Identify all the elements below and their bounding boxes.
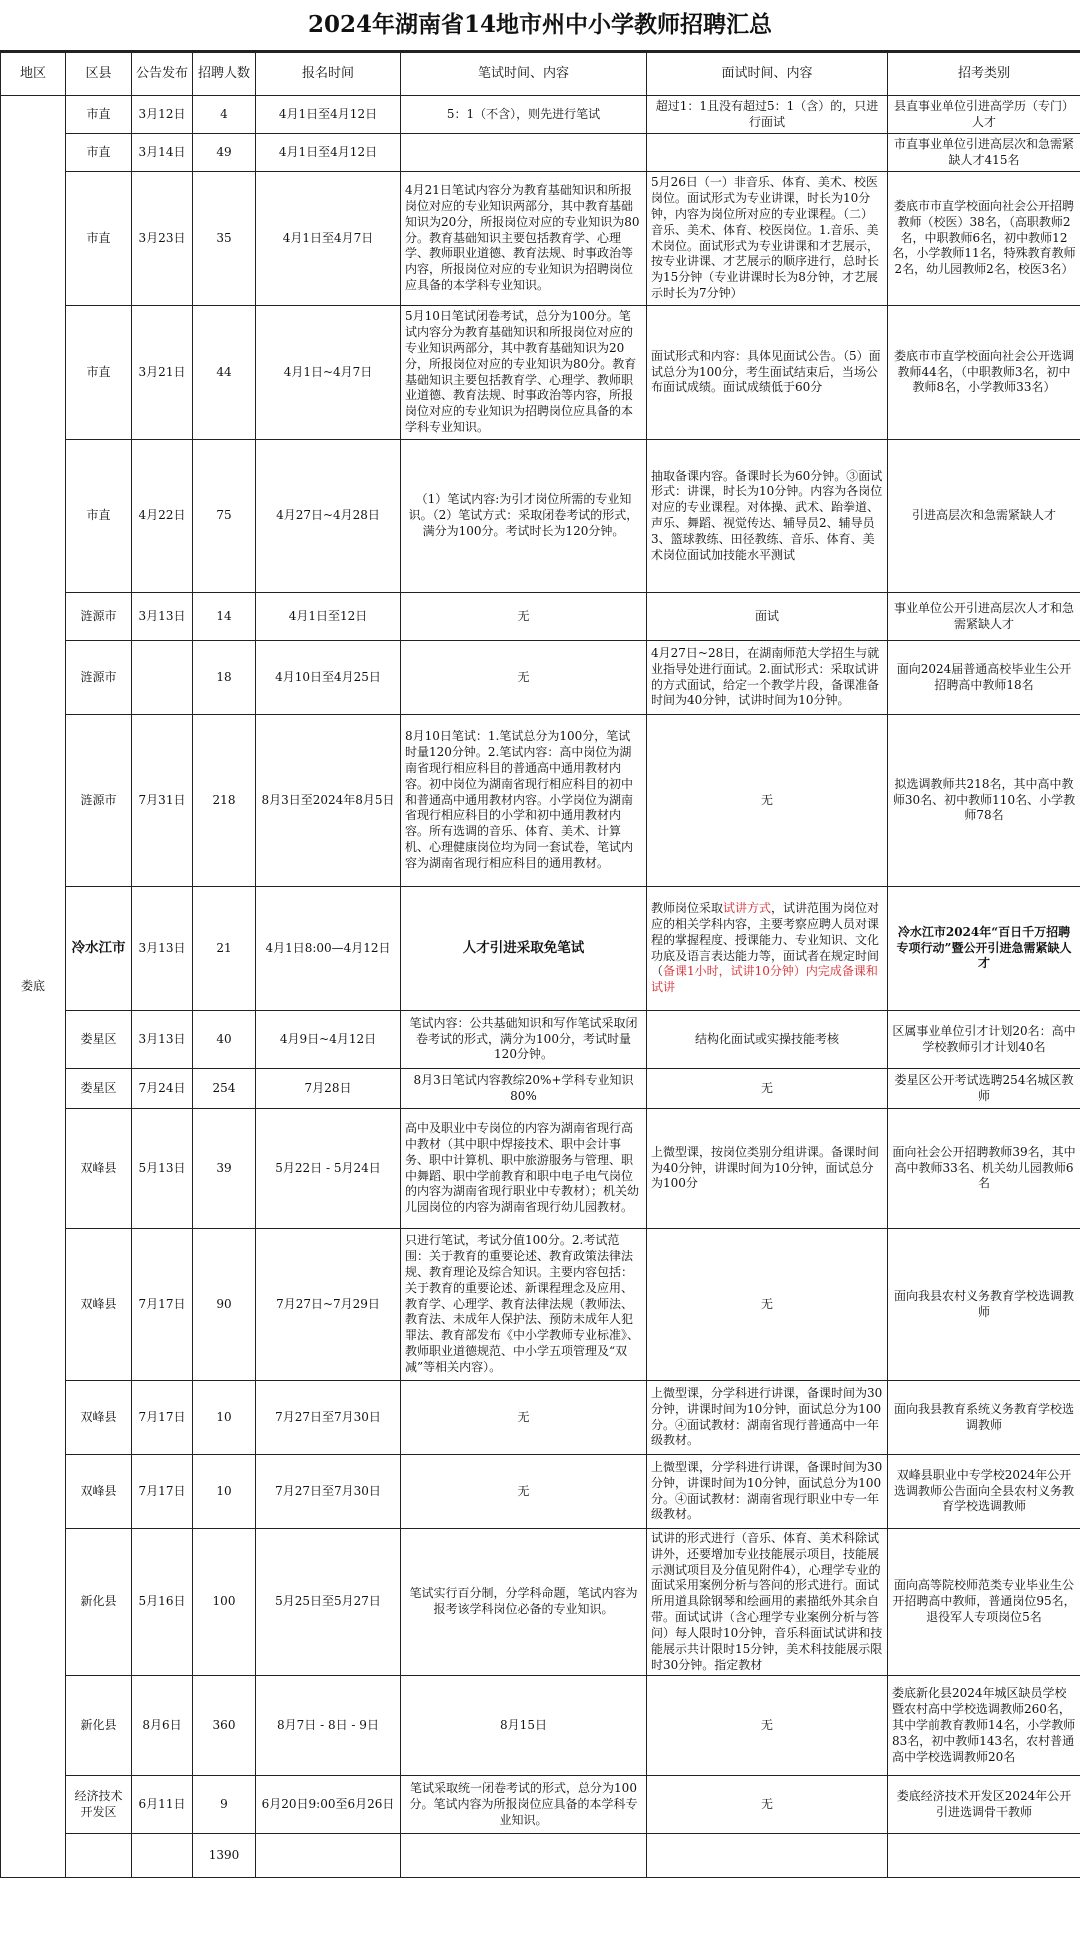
date-cell: 5月16日 bbox=[132, 1529, 193, 1676]
interview-highlight: 备课1小时，试讲10分钟）内完成备课和试讲 bbox=[651, 964, 878, 995]
signup-cell: 4月1日至4月12日 bbox=[256, 134, 401, 172]
category-cell: 冷水江市2024年“百日千万招聘专项行动”暨公开引进急需紧缺人才 bbox=[888, 887, 1080, 1011]
count-cell: 100 bbox=[193, 1529, 256, 1676]
county-cell: 市直 bbox=[66, 440, 132, 593]
date-cell: 8月6日 bbox=[132, 1676, 193, 1776]
category-cell: 引进高层次和急需紧缺人才 bbox=[888, 440, 1080, 593]
category-cell: 拟选调教师共218名，其中高中教师30名、初中教师110名、小学教师78名 bbox=[888, 715, 1080, 887]
interview-cell: 结构化面试或实操技能考核 bbox=[647, 1011, 888, 1069]
written-cell: 8月15日 bbox=[401, 1676, 647, 1776]
written-cell: 无 bbox=[401, 1455, 647, 1529]
county-cell: 冷水江市 bbox=[66, 887, 132, 1011]
interview-cell: 面试 bbox=[647, 593, 888, 641]
written-cell: 笔试实行百分制，分学科命题，笔试内容为报考该学科岗位必备的专业知识。 bbox=[401, 1529, 647, 1676]
interview-cell bbox=[647, 1834, 888, 1878]
written-cell: 笔试采取统一闭卷考试的形式，总分为100分。笔试内容为所报岗位应具备的本学科专业知识。 bbox=[401, 1776, 647, 1834]
signup-cell: 4月10日至4月25日 bbox=[256, 641, 401, 715]
table-row bbox=[1, 641, 1080, 715]
county-cell: 双峰县 bbox=[66, 1229, 132, 1381]
region-cell: 娄底 bbox=[1, 96, 66, 1878]
interview-cell: 4月27日~28日，在湖南师范大学招生与就业指导处进行面试。2.面试形式：采取试讲的方式面试，给定一个教学片段，备课准备时间为40分钟，试讲时间为10分钟。 bbox=[647, 641, 888, 715]
count-cell: 360 bbox=[193, 1676, 256, 1776]
table-header-row bbox=[1, 53, 1080, 96]
written-cell: （1）笔试内容:为引才岗位所需的专业知识。（2）笔试方式：采取闭卷考试的形式，满分为100分。考试时长为120分钟。 bbox=[401, 440, 647, 593]
signup-cell: 8月7日 - 8日 - 9日 bbox=[256, 1676, 401, 1776]
category-cell: 区属事业单位引才计划20名：高中学校教师引才计划40名 bbox=[888, 1011, 1080, 1069]
written-cell bbox=[401, 1834, 647, 1878]
header-category: 招考类别 bbox=[888, 53, 1080, 96]
written-cell: 人才引进采取免笔试 bbox=[401, 887, 647, 1011]
written-cell: 高中及职业中专岗位的内容为湖南省现行高中教材（其中职中焊接技术、职中会计事务、职中计算机、职中旅游服务与管理、职中舞蹈、职中学前教育和职中电子电气岗位的内容为湖南省现行职业中专教材）；机关幼儿园岗位的内容为湖南省现行幼儿园教材。 bbox=[401, 1109, 647, 1229]
total-row bbox=[1, 1834, 1080, 1878]
table-row bbox=[1, 593, 1080, 641]
interview-cell: 5月26日（一）非音乐、体育、美术、校医岗位。面试形式为专业讲课，时长为10分钟，内容为岗位所对应的专业课程。（二）音乐、美术、体育、校医岗位。1.音乐、美术岗位。面试形式为专业讲课和才艺展示，按专业讲课、才艺展示的顺序进行，总时长为15分钟（专业讲课时长为8分钟，才艺展示时长为7分钟） bbox=[647, 172, 888, 306]
interview-cell: 上微型课，按岗位类别分组讲课。备课时间为40分钟，讲课时间为10分钟，面试总分为100分 bbox=[647, 1109, 888, 1229]
county-cell: 娄星区 bbox=[66, 1011, 132, 1069]
signup-cell: 7月27日~7月29日 bbox=[256, 1229, 401, 1381]
county-cell: 涟源市 bbox=[66, 715, 132, 887]
county-cell: 娄星区 bbox=[66, 1069, 132, 1109]
written-cell bbox=[401, 134, 647, 172]
category-cell: 县直事业单位引进高学历（专门）人才 bbox=[888, 96, 1080, 134]
written-cell: 8月10日笔试：1.笔试总分为100分，笔试时量120分钟。2.笔试内容：高中岗位为湖南省现行相应科目的普通高中通用教材内容。初中岗位为湖南省现行相应科目的初中和普通高中通用教材内容。小学岗位为湖南省现行相应科目的小学和初中通用教材内容。所有选调的音乐、体育、美术、计算机、心理健康岗位均为同一套试卷，笔试内容为湖南省现行相应科目的通用教材。 bbox=[401, 715, 647, 887]
date-cell: 3月13日 bbox=[132, 593, 193, 641]
category-cell bbox=[888, 1834, 1080, 1878]
date-cell: 3月13日 bbox=[132, 887, 193, 1011]
signup-cell: 4月1日~4月7日 bbox=[256, 306, 401, 440]
category-cell: 市直事业单位引进高层次和急需紧缺人才415名 bbox=[888, 134, 1080, 172]
county-cell: 市直 bbox=[66, 172, 132, 306]
written-cell: 4月21日笔试内容分为教育基础知识和所报岗位对应的专业知识两部分，其中教育基础知识为20分，所报岗位对应的专业知识为80分。教育基础知识主要包括教育学、心理学、教师职业道德、教育法规、时事政治等内容，所报岗位对应的专业知识为招聘岗位应具备的本学科专业知识。 bbox=[401, 172, 647, 306]
count-cell: 218 bbox=[193, 715, 256, 887]
interview-cell: 上微型课，分学科进行讲课，备课时间为30分钟，讲课时间为10分钟，面试总分为100分。④面试教材：湖南省现行普通高中一年级教材。 bbox=[647, 1381, 888, 1455]
count-cell: 4 bbox=[193, 96, 256, 134]
category-cell: 娄底新化县2024年城区缺员学校暨农村高中学校选调教师260名，其中学前教育教师14名，小学教师83名，初中教师143名，农村普通高中学校选调教师20名 bbox=[888, 1676, 1080, 1776]
date-cell: 3月14日 bbox=[132, 134, 193, 172]
table-row bbox=[1, 1381, 1080, 1455]
interview-cell: 无 bbox=[647, 715, 888, 887]
signup-cell bbox=[256, 1834, 401, 1878]
interview-cell: 试讲的形式进行（音乐、体育、美术科除试讲外，还要增加专业技能展示项目，技能展示测试项目及分值见附件4），心理学专业的面试采用案例分析与答问的形式进行。面试所用道具除钢琴和绘画用的素描纸外其余自带。面试试讲（含心理学专业案例分析与答问）每人限时10分钟，音乐科面试试讲和技能展示共计限时15分钟，美术科技能展示限时30分钟。指定教材 bbox=[647, 1529, 888, 1676]
signup-cell: 5月22日 - 5月24日 bbox=[256, 1109, 401, 1229]
county-cell: 市直 bbox=[66, 96, 132, 134]
table-row bbox=[1, 1109, 1080, 1229]
date-cell: 7月17日 bbox=[132, 1381, 193, 1455]
county-cell: 新化县 bbox=[66, 1676, 132, 1776]
count-cell: 10 bbox=[193, 1381, 256, 1455]
county-cell: 市直 bbox=[66, 306, 132, 440]
count-cell: 9 bbox=[193, 1776, 256, 1834]
table-row bbox=[1, 1529, 1080, 1676]
count-cell: 49 bbox=[193, 134, 256, 172]
header-interview: 面试时间、内容 bbox=[647, 53, 888, 96]
written-cell: 无 bbox=[401, 1381, 647, 1455]
header-written-exam: 笔试时间、内容 bbox=[401, 53, 647, 96]
category-cell: 娄星区公开考试选聘254名城区教师 bbox=[888, 1069, 1080, 1109]
category-cell: 面向社会公开招聘教师39名，其中高中教师33名、机关幼儿园教师6名 bbox=[888, 1109, 1080, 1229]
category-cell: 面向我县农村义务教育学校选调教师 bbox=[888, 1229, 1080, 1381]
count-cell: 254 bbox=[193, 1069, 256, 1109]
count-cell: 44 bbox=[193, 306, 256, 440]
county-cell: 经济技术开发区 bbox=[66, 1776, 132, 1834]
interview-cell: 面试形式和内容：具体见面试公告。（5）面试总分为100分，考生面试结束后，当场公布面试成绩。面试成绩低于60分 bbox=[647, 306, 888, 440]
date-cell: 7月17日 bbox=[132, 1229, 193, 1381]
county-cell: 市直 bbox=[66, 134, 132, 172]
header-county: 区县 bbox=[66, 53, 132, 96]
written-cell: 无 bbox=[401, 641, 647, 715]
category-cell: 事业单位公开引进高层次人才和急需紧缺人才 bbox=[888, 593, 1080, 641]
interview-cell: 无 bbox=[647, 1229, 888, 1381]
interview-cell: 无 bbox=[647, 1676, 888, 1776]
written-cell: 无 bbox=[401, 593, 647, 641]
table-row bbox=[1, 134, 1080, 172]
signup-cell: 6月20日9:00至6月26日 bbox=[256, 1776, 401, 1834]
date-cell: 4月22日 bbox=[132, 440, 193, 593]
date-cell: 3月23日 bbox=[132, 172, 193, 306]
count-cell: 40 bbox=[193, 1011, 256, 1069]
date-cell bbox=[132, 641, 193, 715]
interview-text: 教师岗位采取 bbox=[651, 901, 724, 916]
interview-cell: 无 bbox=[647, 1776, 888, 1834]
category-cell: 娄底市市直学校面向社会公开选调教师44名，（中职教师3名，初中教师8名，小学教师33名） bbox=[888, 306, 1080, 440]
signup-cell: 7月27日至7月30日 bbox=[256, 1455, 401, 1529]
date-cell: 7月24日 bbox=[132, 1069, 193, 1109]
count-cell: 21 bbox=[193, 887, 256, 1011]
signup-cell: 5月25日至5月27日 bbox=[256, 1529, 401, 1676]
table-row bbox=[1, 306, 1080, 440]
county-cell: 涟源市 bbox=[66, 593, 132, 641]
table-row bbox=[1, 887, 1080, 1011]
county-cell: 涟源市 bbox=[66, 641, 132, 715]
signup-cell: 8月3日至2024年8月5日 bbox=[256, 715, 401, 887]
table-row bbox=[1, 440, 1080, 593]
interview-text: ，试讲范围为岗位对应的相关学科内容，主要考察应聘人员对课程的掌握程度、授课能力、专业知识、文化功底及语言表达能力等，面试者在规定时间（ bbox=[651, 901, 880, 979]
county-cell: 双峰县 bbox=[66, 1109, 132, 1229]
date-cell: 3月21日 bbox=[132, 306, 193, 440]
date-cell: 6月11日 bbox=[132, 1776, 193, 1834]
date-cell: 7月17日 bbox=[132, 1455, 193, 1529]
page-title: 2024年湖南省14地市州中小学教师招聘汇总 bbox=[0, 0, 1080, 52]
interview-highlight: 试讲方式 bbox=[723, 901, 772, 916]
table-row bbox=[1, 1069, 1080, 1109]
category-cell: 面向高等院校师范类专业毕业生公开招聘高中教师，普通岗位95名，退役军人专项岗位5名 bbox=[888, 1529, 1080, 1676]
count-cell: 75 bbox=[193, 440, 256, 593]
table-row bbox=[1, 1011, 1080, 1069]
signup-cell: 4月9日~4月12日 bbox=[256, 1011, 401, 1069]
signup-cell: 7月28日 bbox=[256, 1069, 401, 1109]
table-row bbox=[1, 96, 1080, 134]
header-signup-time: 报名时间 bbox=[256, 53, 401, 96]
signup-cell: 4月1日至4月12日 bbox=[256, 96, 401, 134]
table-row bbox=[1, 1776, 1080, 1834]
table-row bbox=[1, 1455, 1080, 1529]
header-count: 招聘人数 bbox=[193, 53, 256, 96]
county-cell: 双峰县 bbox=[66, 1381, 132, 1455]
signup-cell: 4月27日~4月28日 bbox=[256, 440, 401, 593]
count-cell: 14 bbox=[193, 593, 256, 641]
written-cell: 8月3日笔试内容教综20%+学科专业知识80% bbox=[401, 1069, 647, 1109]
date-cell: 5月13日 bbox=[132, 1109, 193, 1229]
interview-cell bbox=[647, 134, 888, 172]
written-cell: 5月10日笔试闭卷考试，总分为100分。笔试内容分为教育基础知识和所报岗位对应的专业知识两部分，其中教育基础知识为20分，所报岗位对应的专业知识为80分。教育基础知识主要包括教育学、心理学、教师职业道德、教育法规、时事政治等内容，所报岗位对应的专业知识为招聘岗位应具备的本学科专业知识。 bbox=[401, 306, 647, 440]
county-cell bbox=[66, 1834, 132, 1878]
date-cell: 7月31日 bbox=[132, 715, 193, 887]
count-cell: 18 bbox=[193, 641, 256, 715]
table-row bbox=[1, 172, 1080, 306]
signup-cell: 4月1日至4月7日 bbox=[256, 172, 401, 306]
table-row bbox=[1, 1229, 1080, 1381]
interview-cell bbox=[647, 887, 888, 1011]
date-cell: 3月12日 bbox=[132, 96, 193, 134]
recruitment-table bbox=[0, 52, 1080, 1878]
county-cell: 新化县 bbox=[66, 1529, 132, 1676]
interview-cell: 抽取备课内容。备课时长为60分钟。③面试形式：讲课，时长为10分钟。内容为各岗位对应的专业课程。对体操、武术、跆拳道、声乐、舞蹈、视觉传达、辅导员2、辅导员3、篮球教练、田径教练、音乐、体育、美术岗位面试加技能水平测试 bbox=[647, 440, 888, 593]
header-announce-date: 公告发布 bbox=[132, 53, 193, 96]
written-cell: 只进行笔试，考试分值100分。2.考试范围：关于教育的重要论述、教育政策法律法规、教育理论及综合知识。主要内容包括：关于教育的重要论述、新课程理念及应用、教育学、心理学、教育法律法规（教师法、教育法、未成年人保护法、预防未成年人犯罪法、教育部发布《中小学教师专业标准》、教师职业道德规范、中小学五项管理及“双减”等相关内容）。 bbox=[401, 1229, 647, 1381]
count-cell: 35 bbox=[193, 172, 256, 306]
category-cell: 面向2024届普通高校毕业生公开招聘高中教师18名 bbox=[888, 641, 1080, 715]
signup-cell: 4月1日8:00—4月12日 bbox=[256, 887, 401, 1011]
signup-cell: 7月27日至7月30日 bbox=[256, 1381, 401, 1455]
date-cell: 3月13日 bbox=[132, 1011, 193, 1069]
written-cell: 笔试内容：公共基础知识和写作笔试采取闭卷考试的形式，满分为100分，考试时量120分钟。 bbox=[401, 1011, 647, 1069]
county-cell: 双峰县 bbox=[66, 1455, 132, 1529]
category-cell: 娄底经济技术开发区2024年公开引进选调骨干教师 bbox=[888, 1776, 1080, 1834]
interview-cell: 上微型课，分学科进行讲课，备课时间为30分钟，讲课时间为10分钟，面试总分为100分。④面试教材：湖南省现行职业中专一年级教材。 bbox=[647, 1455, 888, 1529]
total-count-cell: 1390 bbox=[193, 1834, 256, 1878]
table-row bbox=[1, 715, 1080, 887]
interview-cell: 超过1：1且没有超过5：1（含）的，只进行面试 bbox=[647, 96, 888, 134]
table-row bbox=[1, 1676, 1080, 1776]
written-cell: 5：1（不含），则先进行笔试 bbox=[401, 96, 647, 134]
category-cell: 双峰县职业中专学校2024年公开选调教师公告面向全县农村义务教育学校选调教师 bbox=[888, 1455, 1080, 1529]
date-cell bbox=[132, 1834, 193, 1878]
count-cell: 39 bbox=[193, 1109, 256, 1229]
count-cell: 90 bbox=[193, 1229, 256, 1381]
category-cell: 面向我县教育系统义务教育学校选调教师 bbox=[888, 1381, 1080, 1455]
category-cell: 娄底市市直学校面向社会公开招聘教师（校医）38名，（高职教师2名，中职教师6名，初中教师12名，小学教师11名，特殊教育教师2名，幼儿园教师2名，校医3名） bbox=[888, 172, 1080, 306]
count-cell: 10 bbox=[193, 1455, 256, 1529]
interview-cell: 无 bbox=[647, 1069, 888, 1109]
header-region: 地区 bbox=[1, 53, 66, 96]
signup-cell: 4月1日至12日 bbox=[256, 593, 401, 641]
